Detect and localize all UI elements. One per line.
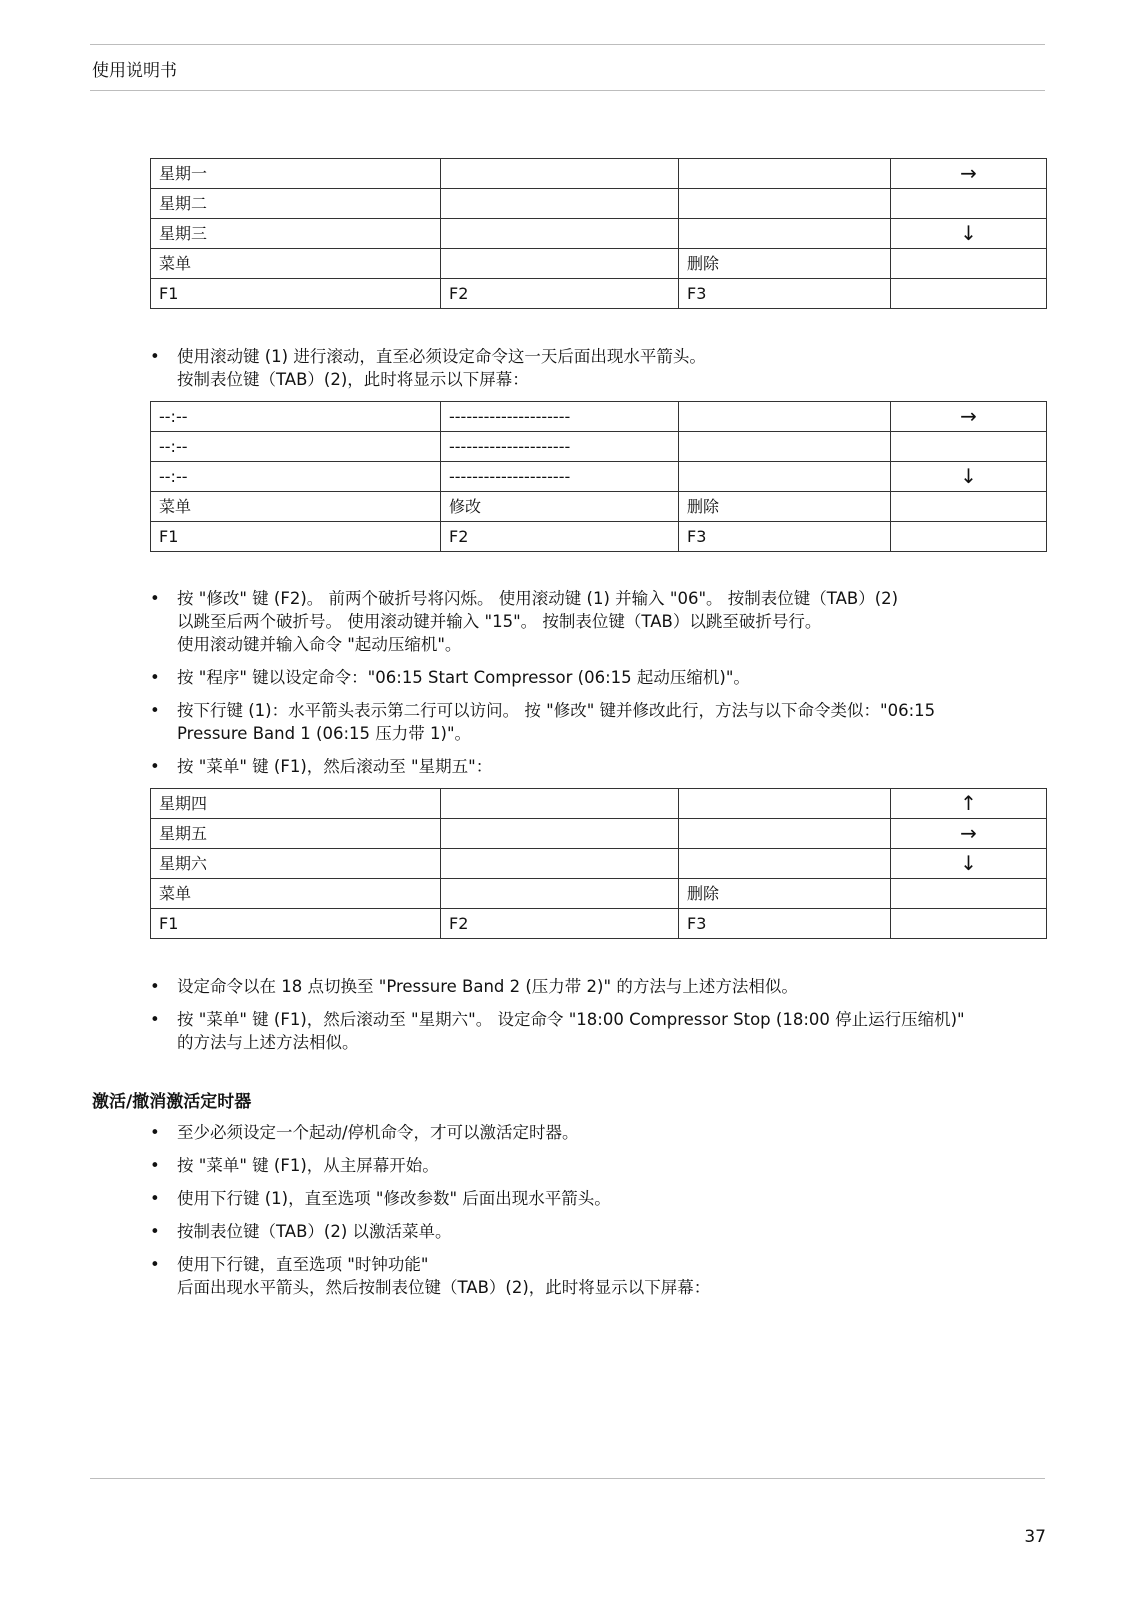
- screen-cell: [891, 492, 1047, 522]
- screen-cell: 星期一: [151, 159, 441, 189]
- screen-cell: 星期二: [151, 189, 441, 219]
- list-item-text: 按制表位键（TAB）(2) 以激活菜单。: [177, 1222, 452, 1241]
- bullet-icon: •: [150, 1222, 160, 1241]
- screen-row: [151, 159, 1047, 189]
- section-heading: 激活/撤消激活定时器: [92, 1092, 252, 1112]
- list-item-text: 以跳至后两个破折号。 使用滚动键并输入 "15"。 按制表位键（TAB）以跳至破折号行。: [177, 612, 822, 631]
- screen-row: [151, 279, 1047, 309]
- screen-row: [151, 879, 1047, 909]
- arrow-up-icon: ↑: [891, 789, 1047, 819]
- list-item-text: 按 "修改" 键 (F2)。 前两个破折号将闪烁。 使用滚动键 (1) 并输入 "06"。 按制表位键（TAB）(2): [177, 589, 899, 608]
- list-item-text: 按 "菜单" 键 (F1)，然后滚动至 "星期六"。 设定命令 "18:00 Compressor Stop (18:00 停止运行压缩机)": [177, 1010, 965, 1029]
- list-item: [150, 1220, 1040, 1243]
- screen-cell: ---------------------: [441, 462, 679, 492]
- bullet-icon: •: [150, 347, 160, 366]
- arrow-right-icon: →: [891, 159, 1047, 189]
- screen-row: [151, 789, 1047, 819]
- list-item: [150, 345, 1040, 391]
- bullet-icon: •: [150, 668, 160, 687]
- header-rule-top: [90, 44, 1045, 45]
- list-item: [150, 587, 1040, 656]
- arrow-down-icon: ↓: [891, 219, 1047, 249]
- screen-cell: --:--: [151, 402, 441, 432]
- screen-cell: F2: [441, 522, 679, 552]
- list-item-text: 按制表位键（TAB）(2)，此时将显示以下屏幕：: [177, 370, 529, 389]
- screen-cell: [679, 432, 891, 462]
- bullet-icon: •: [150, 1255, 160, 1274]
- arrow-right-icon: →: [891, 402, 1047, 432]
- bullet-icon: •: [150, 977, 160, 996]
- bullet-icon: •: [150, 757, 160, 776]
- list-item: [150, 755, 1040, 778]
- screen-cell: [679, 462, 891, 492]
- screen-row: [151, 462, 1047, 492]
- instruction-list: [150, 975, 1040, 1064]
- list-item-text: Pressure Band 1 (06:15 压力带 1)"。: [177, 724, 472, 743]
- list-item-text: 使用滚动键 (1) 进行滚动，直至必须设定命令这一天后面出现水平箭头。: [177, 347, 706, 366]
- list-item-text: 的方法与上述方法相似。: [177, 1033, 359, 1052]
- screen-cell: F3: [679, 522, 891, 552]
- screen-cell: 星期四: [151, 789, 441, 819]
- list-item-text: 按下行键 (1)：水平箭头表示第二行可以访问。 按 "修改" 键并修改此行，方法与以下命令类似："06:15: [177, 701, 936, 720]
- list-item: [150, 1187, 1040, 1210]
- screen-row: [151, 189, 1047, 219]
- screen-cell: [891, 432, 1047, 462]
- list-item: [150, 975, 1040, 998]
- instruction-list: [150, 587, 1040, 788]
- screen-cell: [891, 879, 1047, 909]
- list-item-text: 至少必须设定一个起动/停机命令，才可以激活定时器。: [177, 1123, 579, 1142]
- screen-cell: --:--: [151, 432, 441, 462]
- list-item-text: 设定命令以在 18 点切换至 "Pressure Band 2 (压力带 2)" 的方法与上述方法相似。: [177, 977, 798, 996]
- list-item-text: 后面出现水平箭头，然后按制表位键（TAB）(2)，此时将显示以下屏幕：: [177, 1278, 711, 1297]
- list-item: [150, 1008, 1040, 1054]
- bullet-icon: •: [150, 1123, 160, 1142]
- list-item: [150, 699, 1040, 745]
- screen-cell: [891, 522, 1047, 552]
- list-item: [150, 1121, 1040, 1144]
- list-item-text: 使用滚动键并输入命令 "起动压缩机"。: [177, 635, 462, 654]
- screen-cell: 删除: [679, 249, 891, 279]
- list-item: [150, 1253, 1040, 1299]
- screen-cell: [679, 789, 891, 819]
- screen-cell: 星期三: [151, 219, 441, 249]
- screen-cell: 删除: [679, 492, 891, 522]
- screen-cell: [441, 219, 679, 249]
- screen-cell: [441, 189, 679, 219]
- header-rule-bottom: [90, 90, 1045, 91]
- screen-cell: [679, 402, 891, 432]
- arrow-down-icon: ↓: [891, 462, 1047, 492]
- instruction-list: [150, 1121, 1040, 1309]
- screen-cell: 星期五: [151, 819, 441, 849]
- screen-cell: [441, 849, 679, 879]
- instruction-list: [150, 345, 1040, 401]
- screen-cell: F1: [151, 522, 441, 552]
- screen-row: [151, 219, 1047, 249]
- screen-cell: [441, 789, 679, 819]
- screen-cell: [891, 249, 1047, 279]
- list-item-text: 使用下行键 (1)，直至选项 "修改参数" 后面出现水平箭头。: [177, 1189, 611, 1208]
- screen-cell: F3: [679, 279, 891, 309]
- screen-cell: [441, 879, 679, 909]
- page-number: 37: [1024, 1527, 1046, 1547]
- document-title: 使用说明书: [92, 61, 177, 81]
- screen-cell: 菜单: [151, 879, 441, 909]
- bullet-icon: •: [150, 1156, 160, 1175]
- screen-cell: F1: [151, 279, 441, 309]
- bullet-icon: •: [150, 701, 160, 720]
- arrow-right-icon: →: [891, 819, 1047, 849]
- list-item-text: 按 "菜单" 键 (F1)，从主屏幕开始。: [177, 1156, 439, 1175]
- screen-row: [151, 432, 1047, 462]
- screen-row: [151, 522, 1047, 552]
- screen-cell: [891, 279, 1047, 309]
- list-item-text: 使用下行键，直至选项 "时钟功能": [177, 1255, 429, 1274]
- screen-cell: F1: [151, 909, 441, 939]
- screen-cell: [441, 249, 679, 279]
- list-item-text: 按 "程序" 键以设定命令："06:15 Start Compressor (06:15 起动压缩机)"。: [177, 668, 750, 687]
- bullet-icon: •: [150, 1189, 160, 1208]
- list-item: [150, 1154, 1040, 1177]
- screen-cell: 菜单: [151, 492, 441, 522]
- screen-cell: ---------------------: [441, 432, 679, 462]
- list-item: [150, 666, 1040, 689]
- screen-cell: 星期六: [151, 849, 441, 879]
- screen-cell: [679, 159, 891, 189]
- screen-cell: --:--: [151, 462, 441, 492]
- screen-cell: F2: [441, 279, 679, 309]
- display-screen-table: [150, 401, 1047, 552]
- screen-row: [151, 849, 1047, 879]
- screen-cell: [891, 909, 1047, 939]
- screen-row: [151, 492, 1047, 522]
- screen-row: [151, 249, 1047, 279]
- screen-cell: [441, 819, 679, 849]
- list-item-text: 按 "菜单" 键 (F1)，然后滚动至 "星期五"：: [177, 757, 493, 776]
- screen-cell: 菜单: [151, 249, 441, 279]
- screen-cell: [679, 189, 891, 219]
- screen-cell: ---------------------: [441, 402, 679, 432]
- screen-row: [151, 819, 1047, 849]
- display-screen-table: [150, 788, 1047, 939]
- footer-rule: [90, 1478, 1045, 1479]
- screen-cell: 修改: [441, 492, 679, 522]
- screen-cell: [679, 219, 891, 249]
- screen-cell: F2: [441, 909, 679, 939]
- display-screen-table: [150, 158, 1047, 309]
- bullet-icon: •: [150, 589, 160, 608]
- screen-cell: [891, 189, 1047, 219]
- screen-cell: [679, 849, 891, 879]
- screen-row: [151, 909, 1047, 939]
- screen-row: [151, 402, 1047, 432]
- screen-cell: [441, 159, 679, 189]
- screen-cell: [679, 819, 891, 849]
- screen-cell: F3: [679, 909, 891, 939]
- arrow-down-icon: ↓: [891, 849, 1047, 879]
- screen-cell: 删除: [679, 879, 891, 909]
- bullet-icon: •: [150, 1010, 160, 1029]
